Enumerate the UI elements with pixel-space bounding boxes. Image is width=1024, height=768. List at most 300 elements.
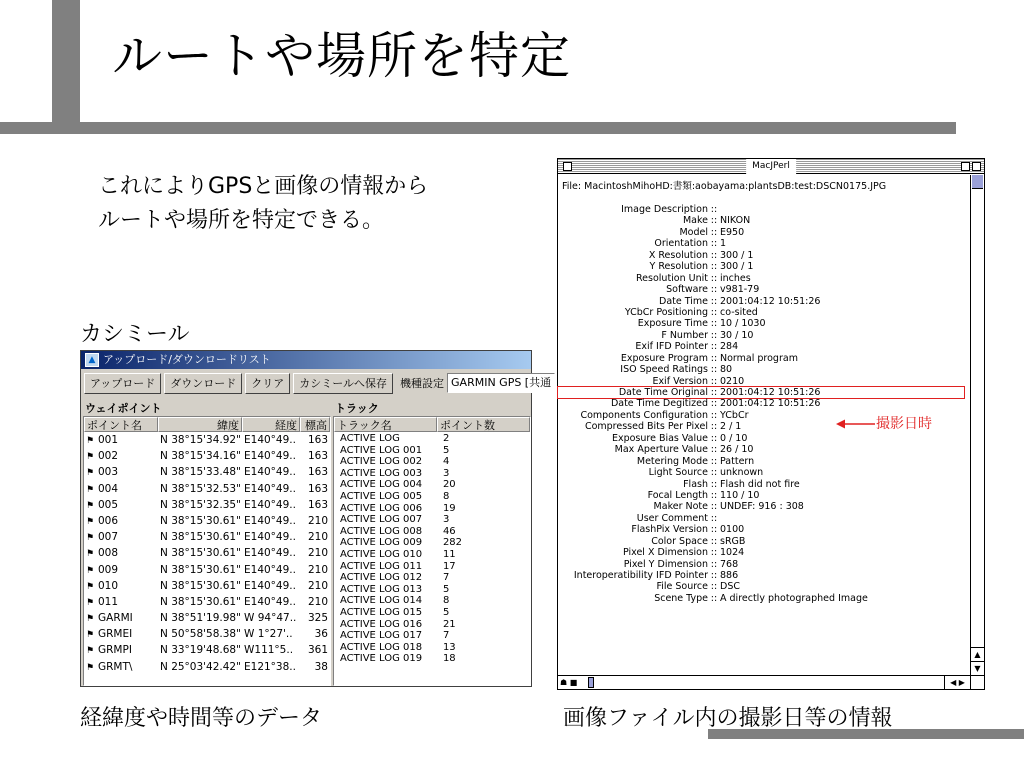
exif-key: Exif Version — [652, 375, 708, 387]
waypoint-name-cell — [84, 562, 158, 578]
exif-key: Date Time — [659, 295, 708, 307]
exif-line — [558, 513, 964, 524]
shooting-datetime-annotation: 撮影日時 — [876, 416, 932, 432]
exif-value: 80 — [720, 364, 733, 376]
kashmir-title-bar[interactable] — [81, 351, 531, 369]
exif-value: 0100 — [720, 524, 745, 536]
exif-separator: :: — [710, 478, 718, 490]
waypoint-name-cell — [84, 448, 158, 464]
exif-line — [558, 501, 964, 512]
waypoint-name-cell — [84, 642, 158, 658]
exif-key: User Comment — [636, 512, 708, 524]
track-point-count: 5 — [442, 606, 450, 618]
horizontal-scrollbar[interactable] — [558, 675, 970, 689]
exif-separator: :: — [710, 295, 718, 307]
exif-separator: :: — [710, 306, 718, 318]
waypoint-flag-icon: ⚑ — [86, 533, 95, 544]
app-icon: ▲ — [85, 353, 99, 367]
scroll-thumb[interactable] — [972, 175, 983, 189]
waypoint-name-cell — [84, 659, 158, 675]
exif-line — [558, 524, 964, 535]
exif-key: Metering Mode — [636, 455, 708, 467]
exif-separator: :: — [710, 364, 718, 376]
exif-value: 2 / 1 — [720, 421, 742, 433]
exif-key: Flash — [683, 478, 708, 490]
waypoint-latitude: N 50°58'58.38" — [160, 628, 241, 641]
exif-key: Color Space — [651, 535, 708, 547]
exif-value: 886 — [720, 570, 739, 581]
track-row[interactable] — [334, 584, 530, 596]
waypoint-longitude: W 1°27'.. — [244, 628, 293, 641]
waypoint-row[interactable] — [84, 562, 330, 578]
kashmir-window-title: アップロード/ダウンロードリスト — [103, 353, 271, 366]
exif-value: UNDEF: 916 : 308 — [720, 501, 804, 513]
track-name: ACTIVE LOG 017 — [340, 630, 423, 642]
waypoint-altitude: 163 — [307, 466, 328, 479]
column-header[interactable]: 経度 — [242, 417, 300, 432]
exif-separator: :: — [710, 524, 718, 536]
file-path-line: File: MacintoshMihoHD:書類:aobayama:plantsDB:test:DSCN0175.JPG — [562, 181, 887, 192]
track-name: ACTIVE LOG 001 — [340, 444, 423, 456]
download-button[interactable]: ダウンロード — [164, 373, 242, 394]
track-row[interactable] — [334, 491, 530, 503]
track-name: ACTIVE LOG 011 — [340, 560, 423, 572]
exif-key: Date Time Degitized — [610, 398, 708, 410]
waypoint-altitude: 210 — [307, 579, 328, 592]
waypoint-row[interactable] — [84, 610, 330, 626]
track-row[interactable] — [334, 468, 530, 480]
exif-key: Orientation — [654, 238, 708, 250]
waypoint-flag-icon: ⚑ — [86, 597, 95, 608]
exif-value: co-sited — [720, 306, 758, 318]
track-point-count: 5 — [442, 444, 450, 456]
waypoint-name: GRMEI — [98, 628, 133, 641]
waypoint-latitude: N 38°15'34.16" — [160, 450, 241, 463]
track-row[interactable] — [334, 456, 530, 468]
track-name: ACTIVE LOG 004 — [340, 479, 423, 491]
exif-value: 10 / 1030 — [720, 318, 766, 330]
exif-line — [558, 593, 964, 604]
exif-value: NIKON — [720, 215, 751, 227]
waypoint-name-cell — [84, 578, 158, 594]
exif-key: ISO Speed Ratings — [620, 364, 708, 376]
waypoint-name: GRMT\ — [98, 660, 133, 673]
scroll-up-arrow-icon[interactable]: ▲ — [971, 647, 984, 661]
title-underline-bar — [0, 122, 956, 134]
exif-line — [558, 307, 964, 318]
exif-key: Light Source — [648, 467, 708, 479]
track-point-count: 8 — [442, 490, 450, 502]
track-point-count: 17 — [442, 560, 456, 572]
waypoint-longitude: W 94°47.. — [244, 612, 297, 625]
waypoint-latitude: N 38°15'34.92" — [160, 434, 241, 446]
track-row[interactable] — [334, 630, 530, 642]
intro-text — [98, 170, 428, 238]
exif-line — [558, 238, 964, 249]
exif-value: 110 / 10 — [720, 489, 760, 501]
exif-value: E950 — [720, 226, 745, 238]
exif-key: Focal Length — [647, 489, 708, 501]
waypoint-altitude: 210 — [307, 547, 328, 560]
track-name: ACTIVE LOG 007 — [340, 514, 423, 526]
waypoint-name-cell — [84, 497, 158, 513]
track-row[interactable] — [334, 549, 530, 561]
exif-separator: :: — [710, 444, 718, 456]
exif-line — [558, 330, 964, 341]
exif-key: Resolution Unit — [636, 272, 708, 284]
exif-key: X Resolution — [648, 249, 708, 261]
exif-line — [558, 318, 964, 329]
exif-key: Exposure Time — [637, 318, 708, 330]
waypoint-flag-icon: ⚑ — [86, 565, 95, 576]
zoom-box-icon[interactable] — [961, 162, 970, 171]
vertical-scrollbar[interactable] — [970, 175, 984, 675]
exif-key: Pixel X Dimension — [622, 547, 708, 559]
waypoint-name: 002 — [98, 450, 119, 463]
track-name: ACTIVE LOG 002 — [340, 456, 423, 468]
waypoint-flag-icon: ⚑ — [86, 516, 95, 527]
waypoint-longitude: E140°49.. — [244, 498, 296, 511]
model-select[interactable]: GARMIN GPS [共通 — [447, 373, 555, 393]
track-header: トラック — [335, 402, 379, 415]
waypoint-row[interactable] — [84, 513, 330, 529]
waypoint-latitude: N 38°15'32.53" — [160, 482, 241, 495]
hscroll-thumb[interactable] — [588, 677, 594, 688]
exif-value: 2001:04:12 10:51:26 — [720, 387, 821, 398]
exif-line — [558, 284, 964, 295]
waypoint-row[interactable] — [84, 432, 330, 448]
exif-key: Maker Note — [653, 501, 708, 513]
column-header[interactable]: トラック名 — [334, 417, 437, 432]
exif-key: Max Aperture Value — [614, 444, 708, 456]
title-accent-bar — [52, 0, 80, 134]
waypoint-altitude: 163 — [307, 434, 328, 446]
track-row[interactable] — [334, 433, 530, 445]
waypoint-altitude: 163 — [307, 450, 328, 463]
waypoint-latitude: N 38°51'19.98" — [160, 612, 241, 625]
track-name: ACTIVE LOG 006 — [340, 502, 423, 514]
exif-separator: :: — [710, 329, 718, 341]
waypoint-latitude: N 38°15'30.61" — [160, 563, 241, 576]
waypoint-name-cell — [84, 481, 158, 497]
exif-separator: :: — [710, 272, 718, 284]
waypoint-name-cell — [84, 545, 158, 561]
waypoint-name-cell — [84, 594, 158, 610]
waypoint-latitude: N 38°15'32.35" — [160, 498, 241, 511]
exif-value: v981-79 — [720, 284, 760, 296]
track-point-count: 282 — [442, 537, 463, 549]
exif-separator: :: — [710, 409, 718, 421]
exif-key: Exposure Bias Value — [611, 432, 708, 444]
exif-value: 284 — [720, 341, 739, 353]
image-info-caption: 画像ファイル内の撮影日等の情報 — [563, 706, 893, 731]
track-point-count: 3 — [442, 514, 450, 526]
exif-key: YCbCr Positioning — [624, 306, 708, 318]
exif-key: Exposure Program — [620, 352, 708, 364]
waypoint-longitude: E140°49.. — [244, 595, 296, 608]
waypoint-name: 007 — [98, 531, 119, 544]
waypoint-header: ウェイポイント — [85, 402, 162, 415]
waypoint-altitude: 325 — [307, 612, 328, 625]
exif-separator: :: — [710, 535, 718, 547]
waypoint-table-header — [84, 417, 330, 432]
track-row[interactable] — [334, 572, 530, 584]
exif-key: Scene Type — [654, 592, 708, 604]
collapse-box-icon[interactable] — [972, 162, 981, 171]
waypoint-latitude: N 38°15'33.48" — [160, 466, 241, 479]
exif-line — [558, 261, 964, 272]
waypoint-name-cell — [84, 513, 158, 529]
exif-line — [558, 547, 964, 558]
track-row[interactable] — [334, 619, 530, 631]
waypoint-latitude: N 38°15'30.61" — [160, 595, 241, 608]
track-row[interactable] — [334, 479, 530, 491]
waypoint-row[interactable] — [84, 481, 330, 497]
waypoint-flag-icon: ⚑ — [86, 452, 95, 463]
waypoint-name: 001 — [98, 434, 119, 446]
exif-value: DSC — [720, 581, 740, 593]
track-row[interactable] — [334, 653, 530, 665]
waypoint-longitude: E140°49.. — [244, 514, 296, 527]
track-point-count: 11 — [442, 548, 456, 560]
track-name: ACTIVE LOG 018 — [340, 641, 423, 653]
kashmir-toolbar — [81, 369, 552, 397]
track-row[interactable] — [334, 503, 530, 515]
exif-separator: :: — [710, 318, 718, 330]
waypoint-row[interactable] — [84, 529, 330, 545]
waypoint-name: GARMI — [98, 612, 133, 625]
waypoint-latitude: N 38°15'30.61" — [160, 514, 241, 527]
track-point-count: 18 — [442, 653, 456, 665]
track-name: ACTIVE LOG 019 — [340, 653, 423, 665]
slide-title: ルートや場所を特定 — [112, 27, 571, 85]
close-box-icon[interactable] — [563, 162, 572, 171]
waypoint-longitude: E140°49.. — [244, 434, 296, 446]
column-header[interactable]: 緯度 — [158, 417, 242, 432]
exif-line — [558, 215, 964, 226]
waypoint-row[interactable] — [84, 497, 330, 513]
intro-line: これによりGPSと画像の情報から — [98, 174, 429, 199]
waypoint-flag-icon: ⚑ — [86, 614, 95, 625]
exif-separator: :: — [710, 387, 718, 398]
track-pane — [333, 401, 531, 686]
exif-value: 2001:04:12 10:51:26 — [720, 295, 821, 307]
exif-line — [558, 479, 964, 490]
app-caption: カシミール — [80, 322, 190, 347]
annotation-arrow-icon — [835, 418, 877, 430]
exif-line — [558, 536, 964, 547]
exif-value: 26 / 10 — [720, 444, 754, 456]
exif-line — [558, 490, 964, 501]
track-name: ACTIVE LOG 013 — [340, 583, 423, 595]
exif-value: inches — [720, 272, 751, 284]
exif-line — [558, 376, 964, 387]
waypoint-row[interactable] — [84, 448, 330, 464]
waypoint-latitude: N 38°15'30.61" — [160, 531, 241, 544]
waypoint-latitude: N 38°15'30.61" — [160, 579, 241, 592]
track-name: ACTIVE LOG 012 — [340, 572, 423, 584]
exif-key: Interoperatibility IFD Pointer — [573, 570, 708, 581]
exif-value: 0 / 10 — [720, 432, 748, 444]
exif-key: Make — [682, 215, 708, 227]
macjperl-title-bar[interactable] — [558, 159, 984, 174]
waypoint-name: 003 — [98, 466, 119, 479]
waypoint-name: 006 — [98, 514, 119, 527]
waypoint-row[interactable] — [84, 659, 330, 675]
track-point-count: 7 — [442, 630, 450, 642]
waypoint-altitude: 38 — [314, 660, 328, 673]
waypoint-longitude: E140°49.. — [244, 547, 296, 560]
hscroll-arrows-icon[interactable]: ◀ ▶ — [944, 676, 970, 689]
exif-value: Normal program — [720, 352, 798, 364]
exif-separator: :: — [710, 432, 718, 444]
waypoint-altitude: 210 — [307, 531, 328, 544]
exif-value: 1024 — [720, 547, 745, 559]
exif-key: Components Configuration — [580, 409, 708, 421]
waypoint-name: 011 — [98, 595, 119, 608]
track-table-header — [334, 417, 530, 432]
waypoint-flag-icon: ⚑ — [86, 581, 95, 592]
upload-button[interactable]: アップロード — [84, 373, 161, 394]
exif-line — [558, 456, 964, 467]
exif-separator: :: — [710, 501, 718, 513]
track-row[interactable] — [334, 561, 530, 573]
exif-line — [558, 570, 964, 581]
exif-key: FlashPix Version — [631, 524, 708, 536]
exif-line — [558, 559, 964, 570]
waypoint-name: 010 — [98, 579, 119, 592]
track-row[interactable] — [334, 607, 530, 619]
track-row[interactable] — [334, 445, 530, 457]
exif-line — [558, 341, 964, 352]
exif-line-highlighted — [558, 387, 964, 398]
waypoint-flag-icon: ⚑ — [86, 549, 95, 560]
exif-key: Software — [666, 284, 708, 296]
exif-value: unknown — [720, 467, 764, 479]
waypoint-name-cell — [84, 432, 158, 448]
waypoint-altitude: 210 — [307, 563, 328, 576]
waypoint-flag-icon: ⚑ — [86, 484, 95, 495]
waypoint-longitude: E140°49.. — [244, 531, 296, 544]
waypoint-longitude: E140°49.. — [244, 482, 296, 495]
column-header[interactable]: ポイント数 — [437, 417, 530, 432]
exif-key: F Number — [661, 329, 708, 341]
waypoint-altitude: 163 — [307, 482, 328, 495]
track-name: ACTIVE LOG 016 — [340, 618, 423, 630]
waypoint-row[interactable] — [84, 578, 330, 594]
waypoint-row[interactable] — [84, 626, 330, 642]
save-to-kashmir-button[interactable]: カシミールへ保存 — [293, 373, 393, 394]
track-point-count: 2 — [442, 433, 450, 444]
track-point-count: 3 — [442, 467, 450, 479]
waypoint-flag-icon: ⚑ — [86, 436, 95, 446]
exif-line — [558, 444, 964, 455]
exif-separator: :: — [710, 455, 718, 467]
waypoint-row[interactable] — [84, 642, 330, 658]
waypoint-pane — [83, 401, 331, 686]
waypoint-latitude: N 38°15'30.61" — [160, 547, 241, 560]
track-name: ACTIVE LOG — [340, 433, 400, 444]
track-point-count: 4 — [442, 456, 450, 468]
exif-separator: :: — [710, 284, 718, 296]
track-row[interactable] — [334, 642, 530, 654]
exif-separator: :: — [710, 238, 718, 250]
waypoint-name: 005 — [98, 498, 119, 511]
track-row[interactable] — [334, 514, 530, 526]
exif-value: 768 — [720, 558, 739, 570]
waypoint-row[interactable] — [84, 545, 330, 561]
exif-value: 300 / 1 — [720, 261, 754, 273]
waypoint-name: 008 — [98, 547, 119, 560]
waypoint-flag-icon: ⚑ — [86, 468, 95, 479]
scroll-down-arrow-icon[interactable]: ▼ — [971, 661, 984, 675]
waypoint-flag-icon: ⚑ — [86, 646, 95, 657]
exif-separator: :: — [710, 512, 718, 524]
exif-separator: :: — [710, 592, 718, 604]
waypoint-altitude: 361 — [307, 644, 328, 657]
track-point-count: 5 — [442, 583, 450, 595]
kashmir-window — [80, 350, 552, 687]
waypoint-row[interactable] — [84, 594, 330, 610]
exif-separator: :: — [710, 489, 718, 501]
exif-value: Pattern — [720, 455, 755, 467]
waypoint-altitude: 210 — [307, 514, 328, 527]
waypoint-name: 009 — [98, 563, 119, 576]
exif-key: Model — [679, 226, 708, 238]
exif-separator: :: — [710, 421, 718, 433]
exif-key: Y Resolution — [649, 261, 708, 273]
exif-separator: :: — [710, 261, 718, 273]
exif-separator: :: — [710, 204, 718, 215]
exif-value: sRGB — [720, 535, 746, 547]
track-row[interactable] — [334, 537, 530, 549]
track-row[interactable] — [334, 595, 530, 607]
resize-grip-icon[interactable] — [970, 675, 984, 689]
intro-line: ルートや場所を特定できる。 — [98, 208, 385, 233]
exif-separator: :: — [710, 398, 718, 410]
waypoint-longitude: W111°5.. — [244, 644, 294, 657]
waypoint-altitude: 36 — [314, 628, 328, 641]
waypoint-longitude: E121°38.. — [244, 660, 296, 673]
exif-separator: :: — [710, 547, 718, 559]
exif-line — [558, 353, 964, 364]
waypoint-latitude: N 33°19'48.68" — [160, 644, 241, 657]
track-table[interactable] — [333, 416, 531, 686]
waypoint-longitude: E140°49.. — [244, 466, 296, 479]
track-point-count: 21 — [442, 618, 456, 630]
waypoint-latitude: N 25°03'42.42" — [160, 660, 241, 673]
track-point-count: 20 — [442, 479, 456, 491]
waypoint-longitude: E140°49.. — [244, 450, 296, 463]
waypoint-name: GRMPI — [98, 644, 132, 657]
waypoint-table[interactable] — [83, 416, 331, 686]
exif-line — [558, 581, 964, 592]
waypoint-row[interactable] — [84, 464, 330, 480]
clear-button[interactable]: クリア — [245, 373, 290, 394]
waypoint-flag-icon: ⚑ — [86, 630, 95, 641]
exif-line — [558, 398, 964, 409]
column-header[interactable]: ポイント名 — [84, 417, 158, 432]
model-setting-label: 機種設定 — [400, 377, 445, 390]
waypoint-name-cell — [84, 529, 158, 545]
track-row[interactable] — [334, 526, 530, 538]
exif-key: Pixel Y Dimension — [623, 558, 708, 570]
exif-value: 0210 — [720, 375, 745, 387]
exif-line — [558, 296, 964, 307]
waypoint-name: 004 — [98, 482, 119, 495]
column-header[interactable]: 標高 — [300, 417, 330, 432]
exif-line — [558, 433, 964, 444]
